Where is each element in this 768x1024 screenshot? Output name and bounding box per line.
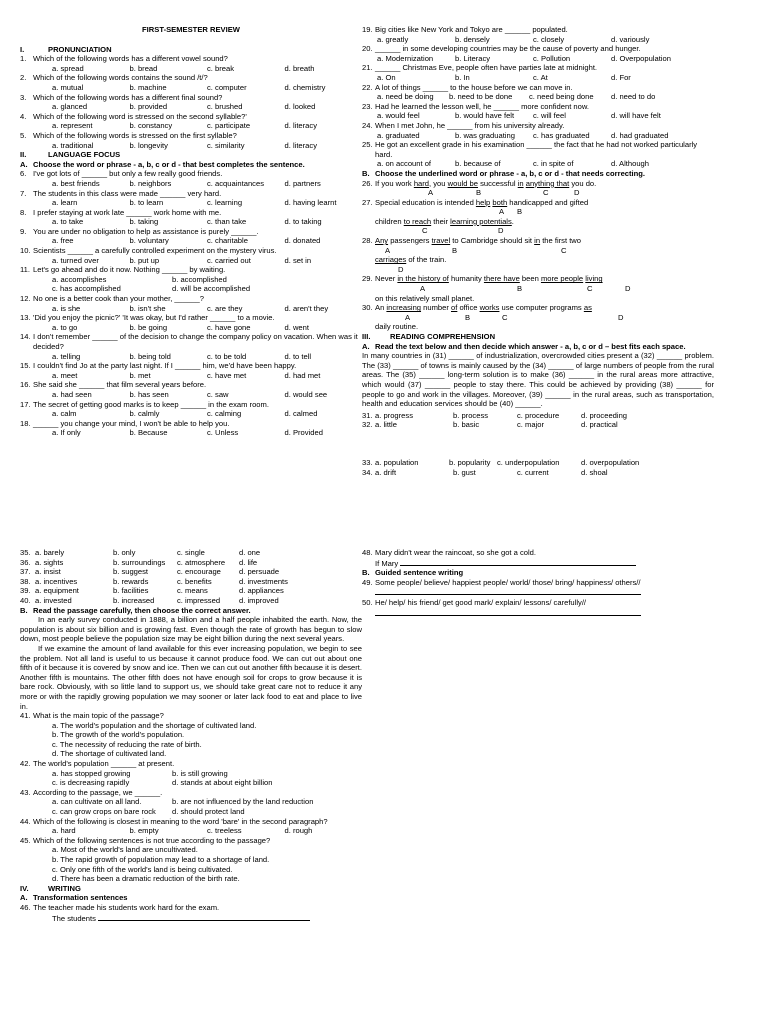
question-6: 6. I've got lots of ______ but only a few really good friends. a. best friends b. neighbors c. acquaintances d. partners xyxy=(20,169,321,188)
question-12: 12. No one is a better cook than your mother, ______? a. is she b. isn't she c. are they d. aren't they xyxy=(20,294,329,313)
question-31: 31. a. progress b. process c. procedure d. proceeding xyxy=(362,410,628,420)
column-top-right xyxy=(362,25,714,477)
reading-passage: In an early survey conducted in 1888, a billion and a half people inhabited the earth. Now, the population is about six billion and is growing fast. Even though the rate of growth has begun to slow down, most people believe the population size may be eight billion during the next several years. If we examine the amount of land available for this ever increasing population, we begin to see the problem. Not all land is useful to us because it cannot produce food. We can cut out about one fifth of it because it is covered by snow and ice. Then we can cut out another fifth because it is desert. Another fifth is mountains. The other fifth does not have enough soil for crops to grow because it is bare rock. Obviously, with so little land to support us, we should take great care not to reduce it any more or with the rapidly growing population we may sooner or later lack food to eat and place to live in. xyxy=(20,615,362,711)
column-top-left xyxy=(20,25,362,438)
question-13: 13. 'Did you enjoy the picnic?' 'It was okay, but I'd rather ______ to a movie. a. to go b. be going c. have gone d. went xyxy=(20,313,309,332)
column-bottom-right xyxy=(362,548,714,618)
question-38: 38. a. incentives b. rewards c. benefits d. investments xyxy=(20,576,288,586)
question-9: 9. You are under no obligation to help as assistance is purely ______. a. free b. voluntary c. charitable d. donated xyxy=(20,226,321,246)
instruction-2a: A. Choose the word or phrase - a, b, c or d - that best completes the sentence. xyxy=(20,159,305,169)
answer-line xyxy=(375,608,641,616)
question-48: 48. Mary didn't wear the raincoat, so she got a cold. If Mary xyxy=(362,548,714,568)
cloze-passage: In many countries in (31) ______ of industrialization, overcrowded cities present a (32) ______ problem. The (33) ______ of towns is mainly caused by the (34) ______ of large numbers of people from the rural areas. The (35) ______ long-term solution is to make (36) ______ in the rural areas more attractive, which would (37) ______ people to stay there. This could be achieved by providing (38) ______ for people to go and work in the villages. Moreover, (39) ______ in the rural areas, such as transportation, health and education services should be (40) ______. xyxy=(362,351,714,409)
question-26: 26. If you work hard, you would be successful in anything that you do. A B C D xyxy=(362,178,597,198)
instruction-4b: B. Guided sentence writing xyxy=(362,568,464,578)
question-36: 36. a. sights b. surroundings c. atmosphere d. life xyxy=(20,557,258,567)
question-4: 4. Which of the following word is stressed on the second syllable?' a. represent b. constancy c. participate d. literacy xyxy=(20,111,317,131)
instruction-4a: A. Transformation sentences xyxy=(20,893,128,903)
question-20: 20. ______ in some developing countries may be the cause of poverty and hunger. a. Modernization b. Literacy c. Pollution d. Overpopulation xyxy=(362,44,671,63)
instruction-3b: B. Read the passage carefully, then choose the correct answer. xyxy=(20,605,251,615)
question-46: 46. The teacher made his students work hard for the exam. The students xyxy=(20,903,362,923)
question-33: 33. a. population b. popularity c. underpopulation d. overpopulation xyxy=(362,457,640,467)
question-34: 34. a. drift b. gust c. current d. shoal xyxy=(362,467,608,477)
column-bottom-left xyxy=(20,548,362,923)
question-41: 41. What is the main topic of the passage? a. The world's population and the shortage of cultivated land. b. The growth of the world's population. c. The necessity of reducing the rate of birth. d. The shortage of cultivated land. xyxy=(20,711,257,759)
question-11: 11. Let's go ahead and do it now. Nothing ______ by waiting. a. accomplishes b. accomplished c. has accomplished d. will be accomplished xyxy=(20,265,251,294)
question-15: 15. I couldn't find Jo at the party last night. If I ______ him, we'd have been happy. a. meet b. met c. have met d. had met xyxy=(20,361,321,380)
question-49: 49. Some people/ believe/ happiest people/ world/ those/ bring/ happiness/ others// xyxy=(362,578,714,598)
question-7: 7. The students in this class were made ______ very hard. a. learn b. to learn c. learning d. having learnt xyxy=(20,188,337,208)
question-28: 28. Any passengers travel to Cambridge should sit in the first two A B C carriages of the train. D xyxy=(362,236,582,274)
question-5: 5. Which of the following words is stressed on the first syllable? a. traditional b. longevity c. similarity d. literacy xyxy=(20,130,317,150)
question-50: 50. He/ help/ his friend/ get good mark/ explain/ lessons/ carefully// xyxy=(362,598,714,618)
question-1: 1. Which of the following words has a different vowel sound? a. spread b. bread c. break d. breath xyxy=(20,54,315,73)
question-16: 16. She said she ______ that film several years before. a. had seen b. has seen c. saw d. would see xyxy=(20,380,328,399)
question-30: 30. An increasing number of office works use computer programs as A B C D daily routine. xyxy=(362,303,624,332)
question-32: 32. a. little b. basic c. major d. practical xyxy=(362,420,618,430)
instruction-3a: A. Read the text below and then decide which answer - a, b, c or d – best fits each space. xyxy=(362,341,686,351)
question-23: 23. Had he learned the lesson well, he ______ more confident now. a. would feel b. would have felt c. will feel d. will have felt xyxy=(362,101,661,121)
page-title: FIRST-SEMESTER REVIEW xyxy=(142,25,240,34)
question-14: 14. I don't remember ______ of the decision to change the company policy on vacation. When was it decided? a. telling b. being told c. to be told d. to tell xyxy=(20,332,358,361)
question-35: 35. a. barely b. only c. single d. one xyxy=(20,548,261,557)
question-45: 45. Which of the following sentences is not true according to the passage? a. Most of the world's land are uncultivated. b. The rapid growth of population may lead to a shortage of land. c. Only one fifth of the world's land is being cultivated. d. There has been a dramatic reduction of the birth rate. xyxy=(20,835,271,884)
question-21: 21. ______ Christmas Eve, people often have parties late at midnight. a. On b. In c. At d. For xyxy=(362,63,631,82)
question-40: 40. a. invested b. increased c. impressed d. improved xyxy=(20,595,279,605)
question-39: 39. a. equipment b. facilities c. means d. appliances xyxy=(20,586,284,596)
answer-line xyxy=(400,558,636,566)
question-2: 2. Which of the following words contains the sound /t/? a. mutual b. machine c. computer d. chemistry xyxy=(20,73,326,92)
question-42: 42. The world's population ______ at present. a. has stopped growing b. is still growing c. is decreasing rapidly d. stands at about eight billion xyxy=(20,759,273,788)
question-44: 44. Which of the following is closest in meaning to the word 'bare' in the second paragraph? a. hard b. empty c. treeless d. rough xyxy=(20,816,328,836)
section-writing: IV. WRITING xyxy=(20,883,81,893)
answer-line xyxy=(98,913,310,921)
section-reading-comprehension: III. READING COMPREHENSION xyxy=(362,332,496,341)
section-language-focus: II. LANGUAGE FOCUS xyxy=(20,150,121,160)
question-43: 43. According to the passage, we ______. a. can cultivate on all land. b. are not influenced by the land reduction c. can grow crops on bare rock d. should protect land xyxy=(20,787,314,817)
instruction-2b: B. Choose the underlined word or phrase - a, b, c or d - that needs correcting. xyxy=(362,168,646,178)
question-18: 18. ______ you change your mind, I won't be able to help you. a. If only b. Because c. Unless d. Provided xyxy=(20,418,323,438)
question-27: 27. Special education is intended help both handicapped and gifted A B children to reach their learning potentials. C D xyxy=(362,197,589,236)
answer-line xyxy=(375,587,641,595)
question-24: 24. When I met John, he ______ from his university already. a. graduated b. was graduating c. has graduated d. had graduated xyxy=(362,120,669,140)
question-25: 25. He got an excellent grade in his examination ______ the fact that he had not worked particularly hard. a. on account of b. because of c. in spite of d. Although xyxy=(362,140,698,169)
question-22: 22. A lot of things ______ to the house before we can move in. a. need be doing b. need to be done c. need being done d. need to do xyxy=(362,82,656,102)
question-3: 3. Which of the following words has a different final sound? a. glanced b. provided c. brushed d. looked xyxy=(20,92,316,112)
question-17: 17. The secret of getting good marks is to keep ______ in the exam room. a. calm b. calmly c. calming d. calmed xyxy=(20,399,318,419)
section-pronunciation: I. PRONUNCIATION xyxy=(20,44,112,54)
question-8: 8. I prefer staying at work late ______ work home with me. a. to take b. taking c. than take d. to taking xyxy=(20,207,322,227)
question-29: 29. Never in the history of humanity there have been more people living A B C D on this relatively small planet. xyxy=(362,274,631,303)
question-37: 37. a. insist b. suggest c. encourage d. persuade xyxy=(20,567,280,577)
question-10: 10. Scientists ______ a carefully controlled experiment on the mystery virus. a. turned over b. put up c. carried out d. set in xyxy=(20,246,312,265)
question-19: 19. Big cities like New York and Tokyo are ______ populated. a. greatly b. densely c. closely d. variously xyxy=(362,25,650,44)
